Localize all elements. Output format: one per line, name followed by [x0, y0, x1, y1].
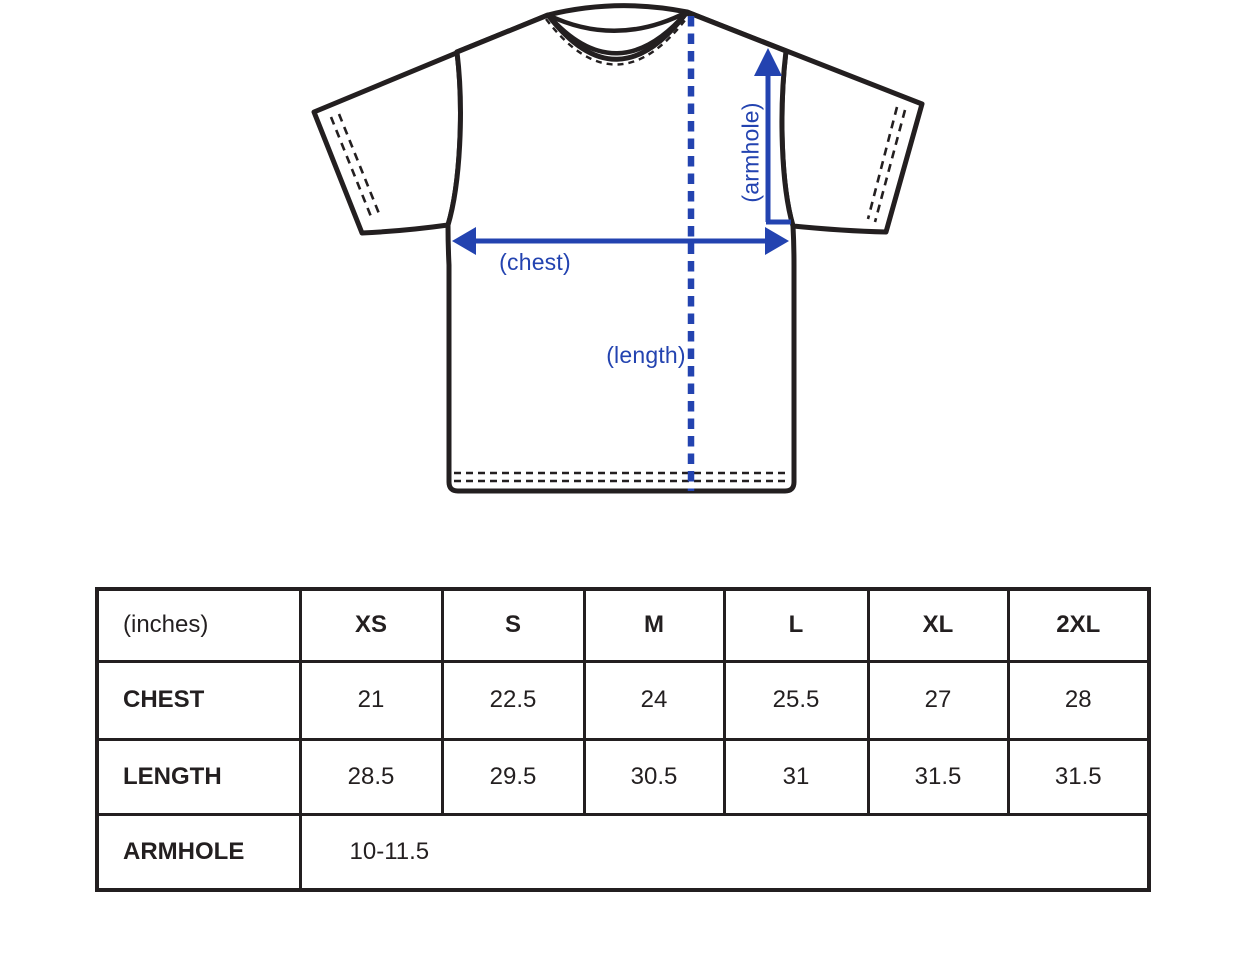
chest-value-s: 22.5: [442, 661, 584, 739]
col-header-s: S: [442, 589, 584, 661]
chest-value-xs: 21: [300, 661, 442, 739]
length-value-l: 31: [724, 739, 868, 814]
armhole-value-all-sizes: 10-11.5: [300, 814, 1149, 890]
row-label-chest: CHEST: [97, 661, 300, 739]
length-value-xl: 31.5: [868, 739, 1008, 814]
table-row-chest: [97, 661, 1149, 739]
row-label-armhole: ARMHOLE: [97, 814, 300, 890]
chest-value-m: 24: [584, 661, 724, 739]
unit-header-cell: (inches): [97, 589, 300, 661]
armhole-measure-label: (armhole): [737, 102, 764, 203]
length-value-m: 30.5: [584, 739, 724, 814]
chest-measure-label: (chest): [499, 249, 571, 275]
table-header-row: [97, 589, 1149, 661]
col-header-l: L: [724, 589, 868, 661]
length-value-xs: 28.5: [300, 739, 442, 814]
chest-value-l: 25.5: [724, 661, 868, 739]
chest-value-xl: 27: [868, 661, 1008, 739]
col-header-xs: XS: [300, 589, 442, 661]
col-header-m: M: [584, 589, 724, 661]
length-value-s: 29.5: [442, 739, 584, 814]
col-header-xl: XL: [868, 589, 1008, 661]
length-value-2xl: 31.5: [1008, 739, 1149, 814]
size-chart-table: [95, 587, 1151, 892]
row-label-length: LENGTH: [97, 739, 300, 814]
table-row-length: [97, 739, 1149, 814]
length-measure-label: (length): [606, 342, 686, 368]
chest-value-2xl: 28: [1008, 661, 1149, 739]
table-row-armhole: [97, 814, 1149, 890]
col-header-2xl: 2XL: [1008, 589, 1149, 661]
